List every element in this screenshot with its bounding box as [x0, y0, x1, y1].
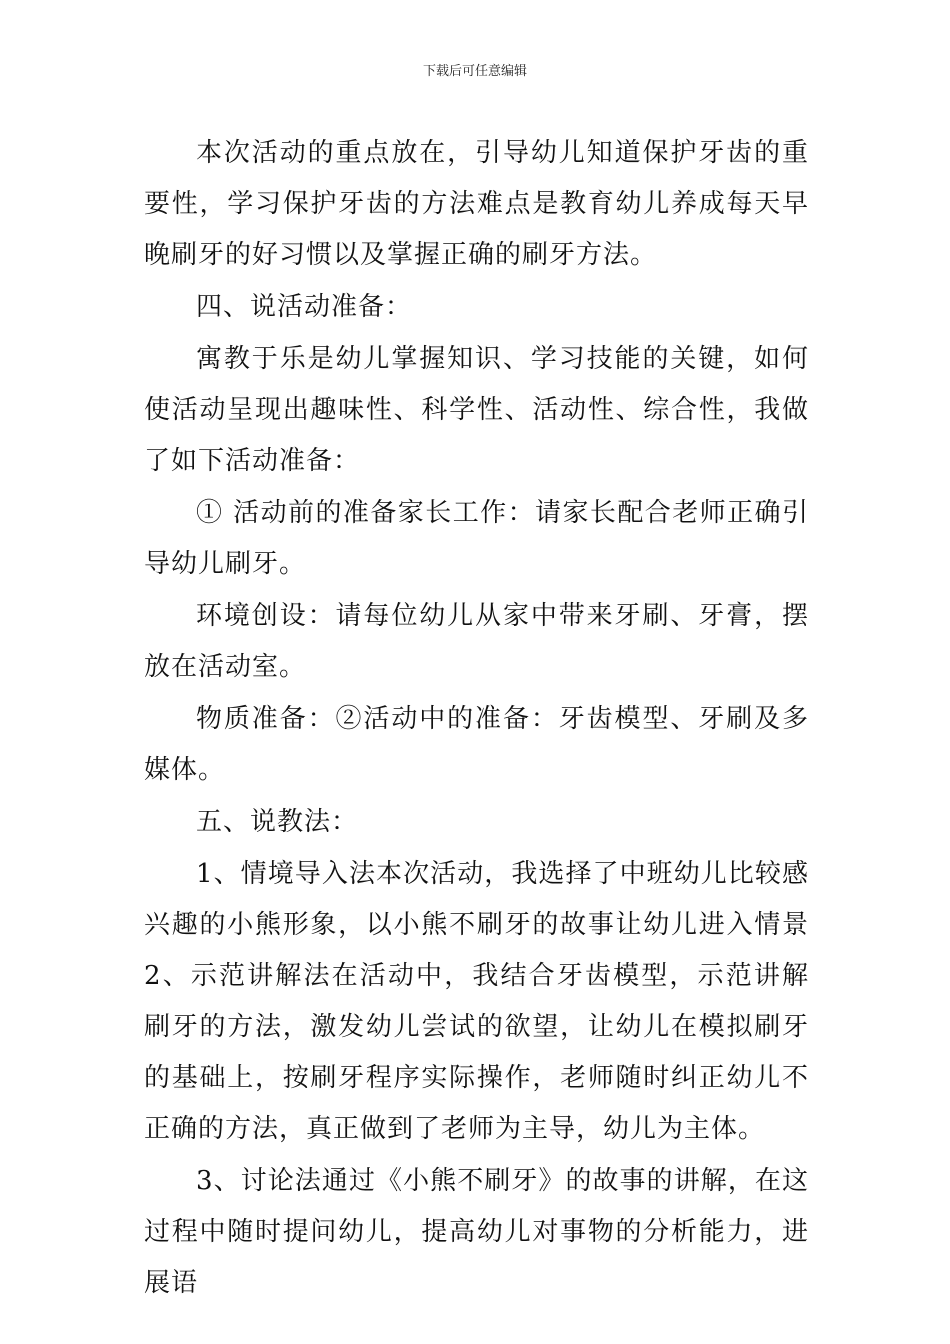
document-body	[144, 128, 809, 1310]
heading-teaching-methods: 五、说教法：	[196, 807, 359, 837]
paragraph-parent-work: ① 活动前的准备家长工作：请家长配合老师正确引导幼儿刷牙。	[144, 498, 809, 579]
paragraph-focus-difficulty: 本次活动的重点放在，引导幼儿知道保护牙齿的重要性，学习保护牙齿的方法难点是教育幼儿养成每天早晚刷牙的好习惯以及掌握正确的刷牙方法。	[144, 138, 809, 270]
paragraph-environment-setup: 环境创设：请每位幼儿从家中带来牙刷、牙膏，摆放在活动室。	[144, 601, 809, 682]
paragraph-material-preparation: 物质准备：②活动中的准备：牙齿模型、牙刷及多媒体。	[144, 704, 809, 785]
paragraph-method-scenario-demo: 1、情境导入法本次活动，我选择了中班幼儿比较感兴趣的小熊形象，以小熊不刷牙的故事让幼儿进入情景 2、示范讲解法在活动中，我结合牙齿模型，示范讲解刷牙的方法，激发幼儿尝试的欲望，让幼儿在模拟刷牙的基础上，按刷牙程序实际操作，老师随时纠正幼儿不正确的方法，真正做到了老师为主导，幼儿为主体。	[144, 859, 809, 1144]
page-header: 下载后可任意编辑	[422, 64, 527, 79]
paragraph-preparation-intro: 寓教于乐是幼儿掌握知识、学习技能的关键，如何使活动呈现出趣味性、科学性、活动性、综合性，我做了如下活动准备：	[144, 344, 809, 476]
heading-activity-preparation: 四、说活动准备：	[196, 292, 413, 322]
paragraph-method-discussion: 3、讨论法通过《小熊不刷牙》的故事的讲解，在这过程中随时提问幼儿，提高幼儿对事物的分析能力，进展语	[144, 1166, 809, 1298]
